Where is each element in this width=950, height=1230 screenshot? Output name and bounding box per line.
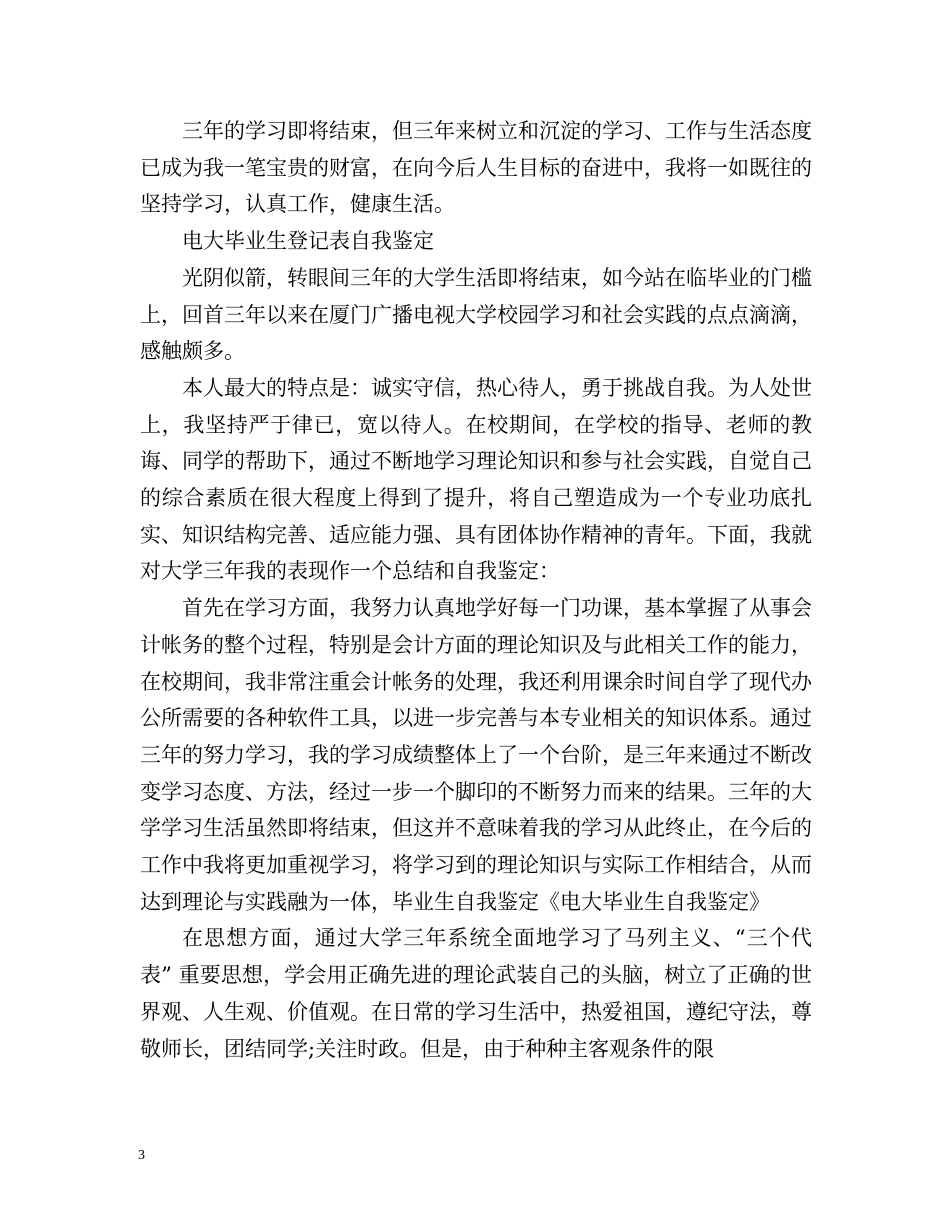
document-body: [140, 113, 812, 1067]
section-heading: 电大毕业生登记表自我鉴定: [182, 229, 434, 254]
paragraph-introduction: 光阴似箭，转眼间三年的大学生活即将结束，如今站在临毕业的门槛上，回首三年以来在厦门广播电视大学校园学习和社会实践的点点滴滴，感触颇多。: [140, 265, 812, 364]
paragraph-personal-traits: 本人最大的特点是：诚实守信，热心待人，勇于挑战自我。为人处世上，我坚持严于律已，宽以待人。在校期间，在学校的指导、老师的教诲、同学的帮助下，通过不断地学习理论知识和参与社会实践，自觉自己的综合素质在很大程度上得到了提升，将自己塑造成为一个专业功底扎实、知识结构完善、适应能力强、具有团体协作精神的青年。下面，我就对大学三年我的表现作一个总结和自我鉴定：: [140, 375, 812, 584]
page-number: 3: [138, 1148, 145, 1163]
paragraph-closing-summary: 三年的学习即将结束，但三年来树立和沉淀的学习、工作与生活态度已成为我一笔宝贵的财富，在向今后人生目标的奋进中，我将一如既往的坚持学习，认真工作，健康生活。: [140, 119, 812, 217]
paragraph-ideology: 在思想方面，通过大学三年系统全面地学习了马列主义、“三个代表” 重要思想，学会用正确先进的理论武装自己的头脑，树立了正确的世界观、人生观、价值观。在日常的学习生活中，热爱祖国，遵纪守法，尊敬师长，团结同学;关注时政。但是，由于种种主客观条件的限: [140, 926, 812, 1061]
paragraph-study: 首先在学习方面，我努力认真地学好每一门功课，基本掌握了从事会计帐务的整个过程，特别是会计方面的理论知识及与此相关工作的能力，在校期间，我非常注重会计帐务的处理，我还利用课余时间自学了现代办公所需要的各种软件工具，以进一步完善与本专业相关的知识体系。通过三年的努力学习，我的学习成绩整体上了一个台阶，是三年来通过不断改变学习态度、方法，经过一步一个脚印的不断努力而来的结果。三年的大学学习生活虽然即将结束，但这并不意味着我的学习从此终止，在今后的工作中我将更加重视学习，将学习到的理论知识与实际工作相结合，从而达到理论与实践融为一体，毕业生自我鉴定《电大毕业生自我鉴定》: [140, 596, 812, 914]
